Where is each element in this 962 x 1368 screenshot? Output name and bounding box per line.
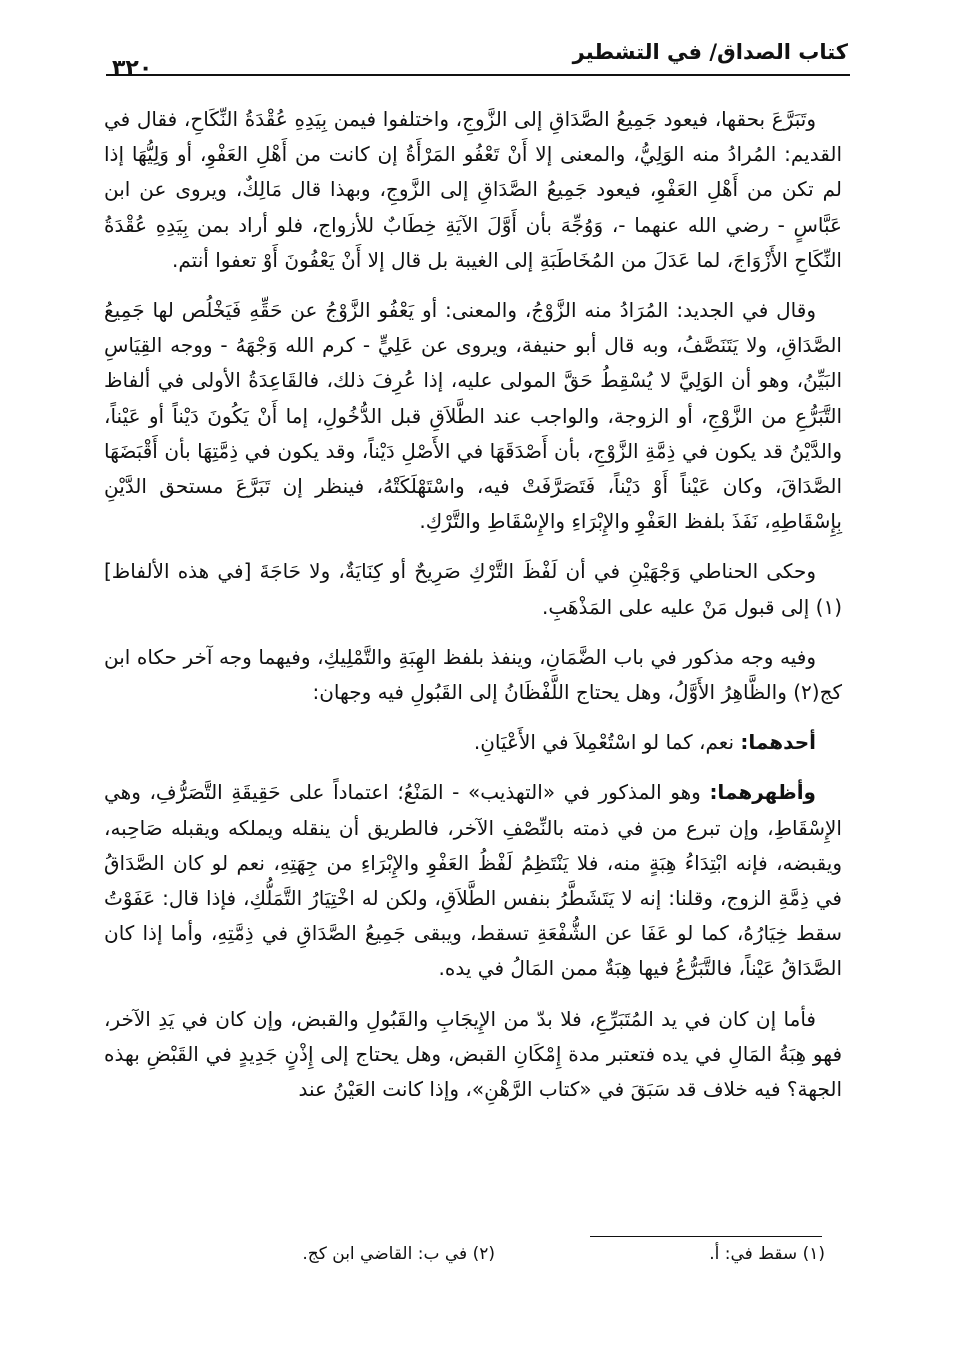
paragraph: [104, 725, 842, 760]
paragraph-text: فأما إن كان في يد المُتَبَرِّعِ، فلا بدّ من الإِيجَابِ والقَبُولِ والقبض، وإن كان في يَدِ الآخر، فهو هِبَةُ المَالِ في يده فتعتبر مدة إِمْكَانِ القبض، وهل يحتاج إلى إِذْنٍ جَدِيدٍ في القَبْضِ بهذه الجهة؟ فيه خلاف قد سَبَقَ في «كتاب الرَّهْنِ»، وإذا كانت العَيْنُ عند: [104, 1006, 842, 1102]
main-text: [104, 102, 842, 1122]
paragraph: [104, 640, 842, 710]
paragraph-text: وهو المذكور في «التهذيب» - المَنْعُ؛ اعتماداً على حَقِيقَةِ التَّصَرُّفِ، وهي الإِسْقَاطِ، وإن تبرع من في ذمته بالنِّصْفِ الآخر، فالطريق أن ينقله ويملكه ويقبله صَاحِبه، ويقبضه، فإنه ابْتِدَاءُ هِبَةٍ منه، فلا يَنْتَظِمُ لَفْظُ العَفْوِ والإِبْرَاءِ من جِهَتِهِ، نعم لو كان الصَّدَاقُ في ذِمَّةِ الزوج، وقلنا: إنه لا يَتَشَطَّرُ بنفس الطَّلاَقِ، ولكن له اخْتِيَارُ التَّمَلُّكِ، فإذا قال: عَفَوْتُ سقط خِيَارُهُ، كما لو عَفَا عن الشُّفْعَةِ تسقط، ويبقى جَمِيعُ الصَّدَاقِ في ذِمَّتِهِ، وأما إذا كان الصَّدَاقُ عَيْناً، فالتَّبَرُّعُ فيها هِبَةٌ ممن المَالُ في يده.: [104, 780, 842, 981]
paragraph: [104, 102, 842, 278]
paragraph: [104, 775, 842, 986]
paragraph: [104, 554, 842, 624]
page-header: [108, 38, 848, 81]
paragraph-text: نعم، كما لو اسْتُعْمِلاَ في الأَعْيَانِ.: [473, 730, 741, 755]
paragraph-text: وفيه وجه مذكور في باب الضَّمَانِ، وينفذ بلفظ الهِبَةِ والتَّمْلِيكِ، وفيهما وجه آخر حكاه ابن كج(٢) والظَّاهِرُ الأَوَّلُ، وهل يحتاج اللَّفْظَانُ إلى القَبُولِ فيه وجهان:: [104, 644, 842, 705]
footnote: (١) سقط في: أ.: [709, 1244, 825, 1264]
paragraph-text: وقال في الجديد: المُرَادُ منه الزَّوْجُ، والمعنى: أو يَعْفُو الزَّوْجُ عن حَقِّهِ فَيَخْلُص لها جَمِيعُ الصَّدَاقِ، ولا يَتَنَصَّفُ، وبه قال أبو حنيفة، ويروى عن عَلِيٍّ - كرم الله وَجْهَهُ - ووجه القِيَاسِ البَيِّنُ، وهو أن الوَلِيَّ لا يُسْقِطُ حَقَّ المولى عليه، إذا عُرِفَ ذلك، فالقَاعِدَةُ الأولى في ألفاظ التَّبَرُّعِ من الزَّوْجِ، أو الزوجة، والواجب عند الطَّلاَقِ قبل الدُّخُولِ، إما أَنْ يَكُونَ دَيْناً أو عَيْناً، والدَّيْنُ قد يكون في ذِمَّةِ الزَّوْجِ، بأن أَصْدَقَهَا في الأَصْلِ دَيْناً، وقد يكون في ذِمَّتِهَا بأن أَقْبَضَهَا الصَّدَاقَ، وكان عَيْناً أَوْ دَيْناً، فَتَصَرَّفَتْ فيه، واسْتَهْلَكَتْهُ، فينظر إن تَبَرَّعَ مستحق الدَّيْنِ بِإِسْقَاطِهِ، نَفَذَ بلفظ العَفْوِ والإِبْرَاءِ والإِسْقَاطِ والتَّرْكِ.: [104, 298, 842, 534]
footnote-divider: [590, 1236, 822, 1237]
page-number: ٣٢٠: [112, 56, 153, 81]
paragraph: [104, 293, 842, 539]
footnote: (٢) في ب: القاضي ابن كج.: [302, 1244, 495, 1264]
paragraph-lead: وأظهرهما:: [709, 780, 816, 805]
paragraph-text: وتَبَرَّعَ بحقها، فيعود جَمِيعُ الصَّدَاقِ إلى الزَّوجِ، واختلفوا فيمن بِيَدِهِ عُقْدَةُ النِّكَاحِ، فقال في القديم: المُرادُ منه الوَلِيُّ، والمعنى إلا أَنْ تَعْفُو المَرْأَةُ إن كانت من أَهْلِ العَفْوِ، أو وَلِيُّهَا إذا لم تكن من أَهْلِ العَفْوِ، فيعود جَمِيعُ الصَّدَاقِ إلى الزَّوجِ، وبهذا قال مَالِكٌ، ويروى عن ابن عَبَّاسٍ - رضي الله عنهما -، وَوُجِّهَ بأن أَوَّلَ الآيَةِ خِطَابٌ للأزواج، فلو أراد بمن بِيَدِهِ عُقْدَةُ النِّكَاحِ الأَزْوَاجَ، لما عَدَلَ من المُخَاطَبَةِ إلى الغيبة بل قال إلا أَنْ يَعْفُونَ أَوْ تعفوا أنتم.: [104, 107, 842, 272]
paragraph: [104, 1002, 842, 1108]
running-title: كتاب الصداق/ في التشطير: [572, 40, 848, 64]
header-divider: [106, 74, 850, 76]
paragraph-lead: أحدهما:: [740, 730, 816, 755]
paragraph-text: وحكى الحناطي وَجْهَيْنِ في أن لَفْظَ التَّرْكِ صَرِيحٌ أو كِنَايَةٌ، ولا حَاجَةَ [في هذه الألفاظ](١) إلى قبول مَنْ عليه على المَذْهَبِ.: [104, 559, 842, 619]
footnotes: [180, 1244, 825, 1274]
